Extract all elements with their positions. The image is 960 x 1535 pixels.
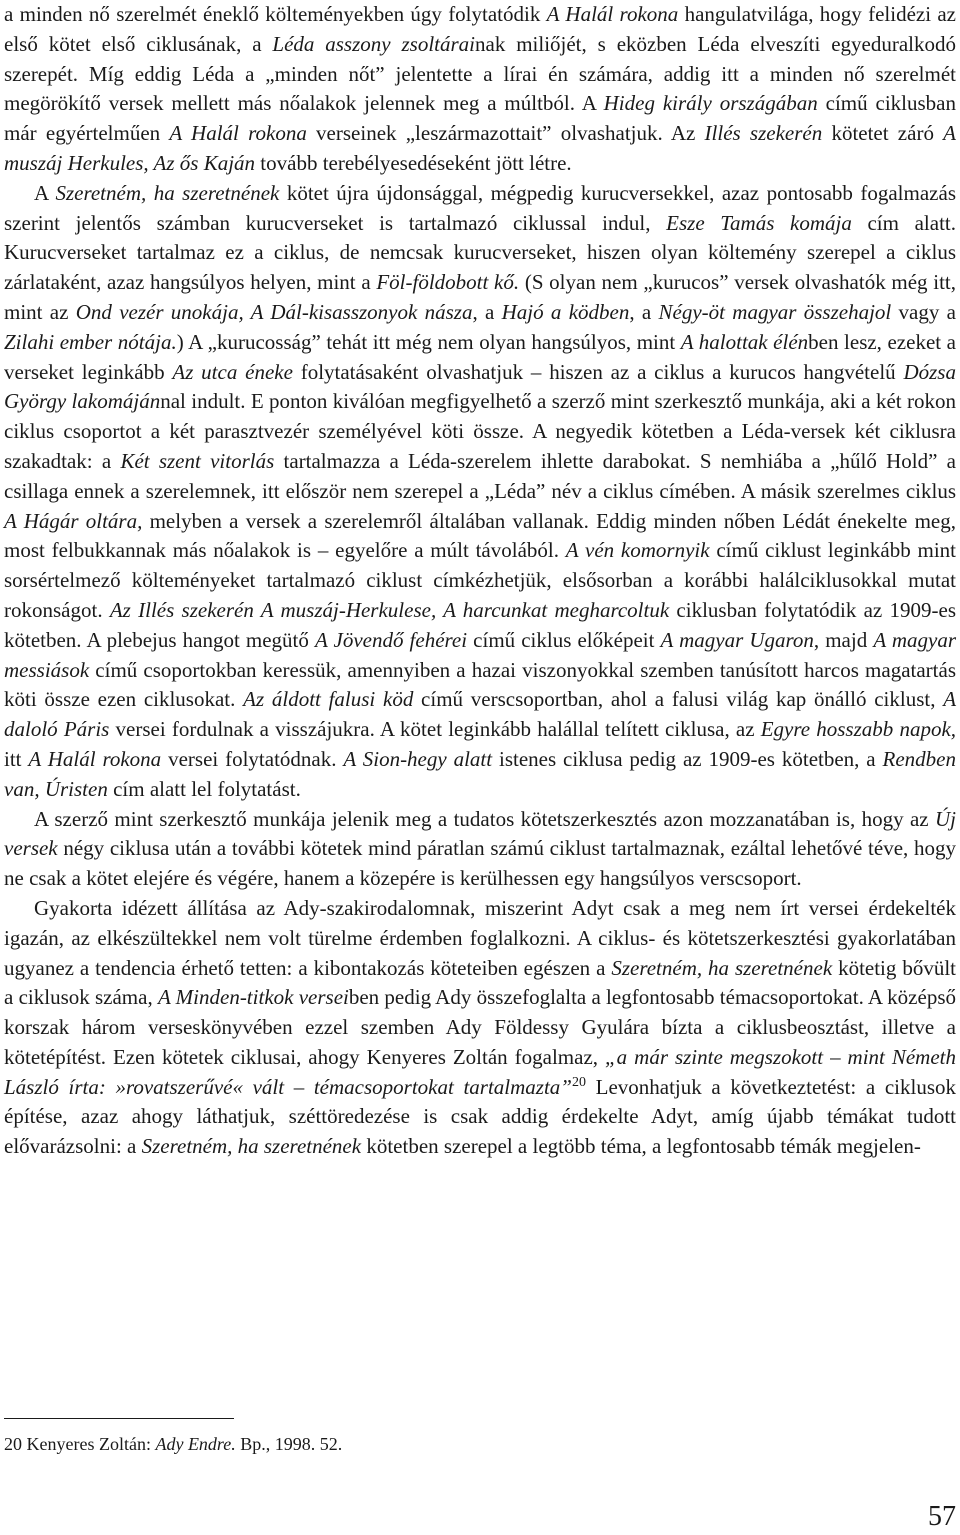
text-run: című ciklusban már egyértelműen	[4, 91, 956, 146]
italic-text: Esze Tamás komája	[666, 210, 852, 235]
italic-text: Új versek	[4, 806, 956, 861]
text-run: nal indult. E ponton kiválóan megfigyelhető a szerző mint szerkesztő munkája, aki a két rokon ciklus csoportot a két parasztvezér személyével köti össze. A negyedik kötetben a Léda-versek két ciklusra szakadtak: a	[4, 389, 956, 473]
italic-text: Léda asszony zsoltárai	[272, 31, 475, 56]
italic-text: Rendben van, Úristen	[4, 746, 956, 801]
text-run: cím alatt. Kurucverseket tartalmaz ez a ciklus, de nemcsak kurucverseket, hiszen olyan költemény szerepel a ciklus zárlataként, azaz hangsúlyos helyen, mint a	[4, 210, 956, 295]
text-run: vagy a	[891, 299, 956, 324]
text-run: című ciklust leginkább mint sorsértelmező költeményeket tartalmazó ciklust címkézhetjük, elsősorban a korábbi halálciklusokkal mutat rokonságot.	[4, 538, 956, 622]
text-run: című csoportokban keressük, amennyiben a hazai viszonyokkal szemben tanúsított harcos magatartás köti össze ezen ciklusokat.	[4, 657, 956, 712]
footnote-number: 20	[4, 1434, 22, 1454]
italic-text: Két szent vitorlás	[120, 448, 275, 473]
footnote-reference: 20	[571, 1074, 586, 1090]
footnote-text-after: Bp., 1998. 52.	[235, 1434, 343, 1454]
italic-text: Az áldott falusi köd	[243, 687, 414, 712]
italic-text: Hideg király országában	[603, 91, 818, 116]
text-run: tartalmazza a Léda-szerelem ihlette darabokat. S nemhiába a „hűlő Hold” a csillaga ennek a szerelemnek, itt először nem szerepel a „Léda” név a ciklus címében. A másik szerelmes ciklus	[4, 448, 956, 503]
italic-text: A magyar messiások	[4, 627, 957, 682]
text-run: istenes ciklusa pedig az 1909-es kötetben, a	[492, 746, 883, 771]
italic-text: A Hágár oltára,	[4, 508, 143, 533]
text-run: folytatásaként olvashatjuk – hiszen az a ciklus a kurucos hangvételű	[292, 359, 904, 384]
text-run: versei fordulnak a visszájukra. A kötet leginkább halállal telített ciklusa, az	[109, 717, 761, 742]
italic-text: Az utca éneke	[172, 359, 293, 384]
text-run: kötetben szerepel a legtöbb téma, a legfontosabb témák megjelen-	[361, 1134, 921, 1159]
text-run: kötetig bővült a ciklusok száma,	[4, 955, 956, 1010]
italic-text: A daloló Páris	[4, 687, 957, 742]
italic-text: Egyre hosszabb napok,	[760, 717, 957, 742]
text-run: című verscsoportban, ahol a falusi világ kap önálló ciklust,	[413, 687, 944, 712]
italic-text: Hajó a ködben	[501, 299, 630, 324]
page-number: 57	[928, 1501, 956, 1532]
text-run: A	[34, 180, 56, 205]
italic-text: A Halál rokona	[28, 746, 162, 771]
text-run: című ciklus előképeit	[467, 627, 661, 652]
italic-text: „a már szinte megszokott – mint Németh László írta: »rovatszerűvé« vált – témacsoportokat tartalmazta”	[4, 1044, 956, 1099]
italic-text: Dózsa György lakomáján	[4, 359, 956, 414]
italic-text: Szeretném, ha szeretnének	[55, 180, 280, 205]
text-run: , a	[629, 299, 659, 324]
italic-text: A magyar Ugaron	[660, 627, 814, 652]
body-text	[4, 0, 956, 1162]
text-run: versei folytatódnak.	[161, 746, 344, 771]
text-run: melyben a versek a szerelemről általában vallanak. Eddig minden nőben Lédát énekelte meg, most felbukkannak más nőalakok is – egyelőre a múlt távolából.	[4, 508, 956, 563]
text-run: cím alatt lel folytatást.	[107, 776, 301, 801]
italic-text: A Halál rokona	[169, 121, 307, 146]
text-run: a minden nő szerelmét éneklő költeményekben úgy folytatódik	[4, 2, 547, 26]
italic-text: A muszáj Herkules, Az ős Kaján	[4, 121, 956, 175]
text-run: (S olyan nem „kurucos” versek olvashatók még itt, mint az	[4, 270, 956, 324]
footnote-text-before: Kenyeres Zoltán:	[26, 1434, 156, 1454]
text-run: négy ciklusa után a további kötetek mind páratlan számú ciklust tartalmaznak, ezáltal lehetővé téve, hogy ne csak a kötet elejére és végére, hanem a közepére is kerülhessen egy hangsúlyos verscsoport.	[4, 836, 956, 891]
text-run: tovább terebélyesedéseként jött létre.	[255, 150, 572, 175]
italic-text: Illés szekerén	[704, 121, 823, 146]
italic-text: Az Illés szekerén A muszáj-Herkulese, A harcunkat megharcoltuk	[109, 597, 670, 622]
text-run: ) A „kurucosság” tehát itt még nem olyan hangsúlyos, mint	[176, 329, 681, 354]
text-run: , a	[472, 299, 502, 324]
footnote-divider	[4, 1418, 234, 1419]
italic-text: Szeretném, ha szeretnének	[141, 1134, 362, 1159]
italic-text: Négy-öt magyar összehajol	[658, 299, 892, 324]
text-run: Gyakorta idézett állítása az Ady-szakirodalomnak, miszerint Adyt csak a meg nem írt versei érdekelték igazán, az elkészültekkel nem volt türelme érdemben foglalkozni. A ciklus- és kötetszerkesztési gyakorlatában ugyanez a tendencia érhető tetten: a kibontakozás köteteiben egészen a	[4, 895, 956, 980]
italic-text: A Jövendő fehérei	[314, 627, 468, 652]
paragraph	[4, 179, 956, 805]
italic-text: Ond vezér unokája, A Dál-kisasszonyok násza	[75, 299, 473, 324]
paragraph	[4, 0, 956, 179]
italic-text: A Minden-titkok versei	[157, 985, 349, 1010]
text-run: , majd	[813, 627, 874, 652]
text-run: kötetet záró	[822, 121, 944, 146]
italic-text: A vén komornyik	[565, 538, 710, 563]
italic-text: Szeretném, ha szeretnének	[611, 955, 833, 980]
text-run: ben pedig Ady összefoglalta a legfontosabb témacsoportokat. A középső korszak három verseskönyvében ezzel szemben Ady Földessy Gyulára bízta a ciklusbeosztást, illetve a kötetépítést. Ezen kötetek ciklusai, ahogy Kenyeres Zoltán fogalmaz,	[4, 985, 956, 1069]
italic-text: Föl-földobott kő.	[376, 270, 520, 295]
italic-text: A Halál rokona	[546, 2, 679, 26]
text-run: nak miliőjét, s eközben Léda elveszíti egyeduralkodó szerepét. Míg eddig Léda a „minden nőt” jelentette a lírai én számára, addig itt a minden nő szerelmét megörökítő versek mellett más nőalakok jelennek meg a múltból. A	[4, 31, 957, 116]
footnote	[4, 1432, 956, 1456]
italic-text: A Sion-hegy alatt	[343, 746, 493, 771]
text-run: ben lesz, ezeket a verseket leginkább	[4, 329, 956, 384]
text-run: hangulatvilága, hogy felidézi az első kötet első ciklusának, a	[4, 2, 956, 56]
text-run: ciklusban folytatódik az 1909-es kötetben. A plebejus hangot megütő	[4, 597, 957, 652]
italic-text: A halottak élén	[680, 329, 809, 354]
text-run: verseinek „leszármazottait” olvashatjuk. Az	[306, 121, 705, 146]
text-run: itt	[4, 746, 29, 771]
paragraph	[4, 894, 956, 1162]
text-run: kötet újra újdonsággal, mégpedig kurucversekkel, azaz pontosabb fogalmazás szerint jelentős számban kurucverseket is tartalmazó ciklussal indul,	[4, 180, 956, 235]
text-run: Levonhatjuk a következtetést: a ciklusok építése, azaz ahogy láthatjuk, széttöredezése is csak addig érdekelte Adyt, amíg újabb témákat tudott elővarázsolni: a	[4, 1074, 957, 1159]
paragraph	[4, 805, 956, 894]
footnote-title: Ady Endre.	[155, 1434, 236, 1454]
italic-text: Zilahi ember nótája.	[4, 329, 177, 354]
text-run: A szerző mint szerkesztő munkája jelenik meg a tudatos kötetszerkesztés azon mozzanatában is, hogy az	[34, 806, 935, 831]
